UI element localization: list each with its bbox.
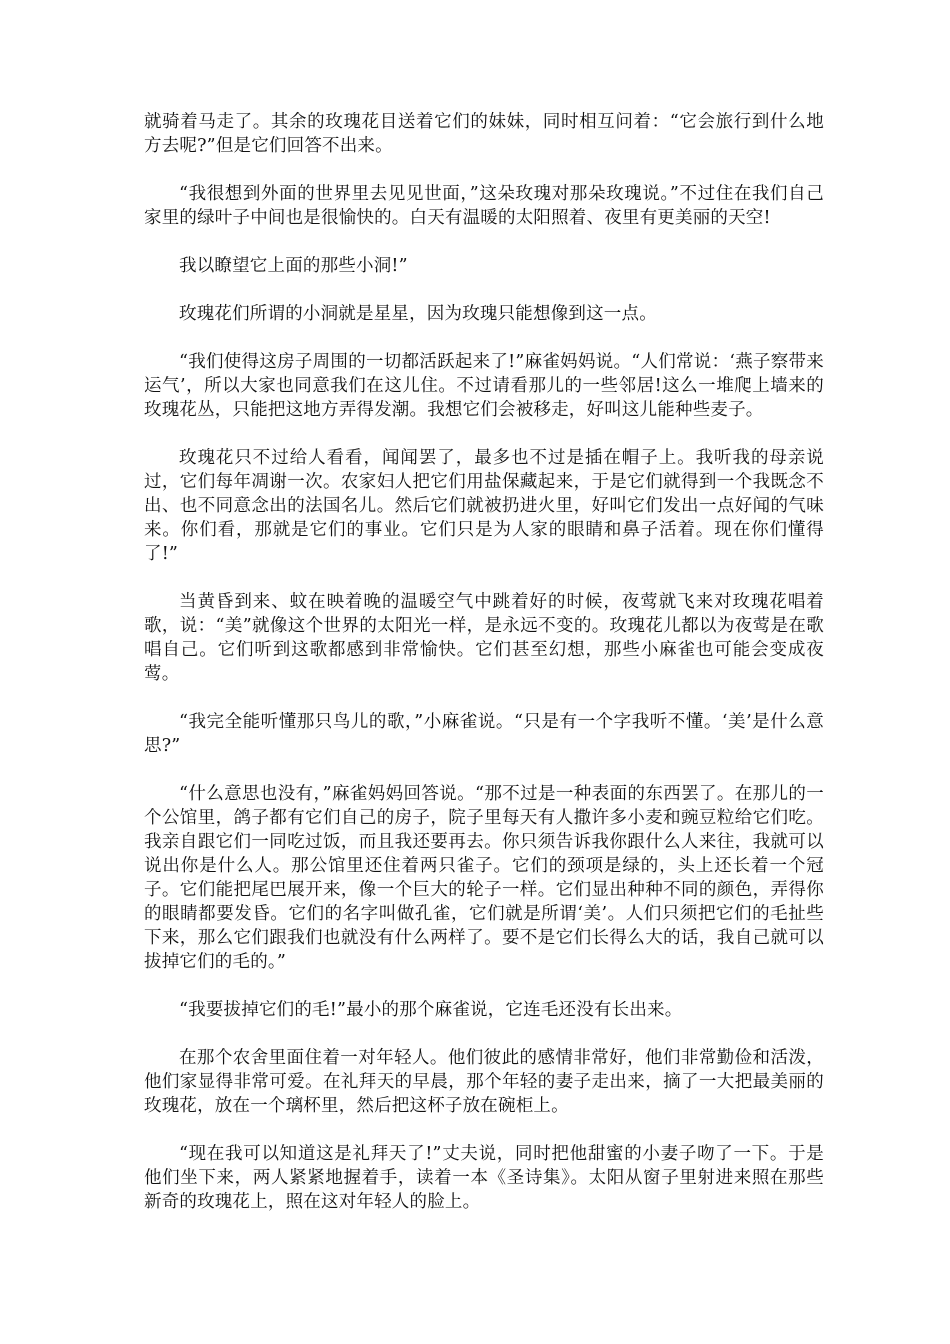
paragraph-10: “我要拔掉它们的毛!”最小的那个麻雀说，它连毛还没有长出来。 bbox=[179, 1000, 683, 1020]
paragraph-2: “我很想到外面的世界里去见见世面，”这朵玫瑰对那朵玫瑰说。”不过住在我们自己家里的绿叶子中间也是很愉快的。白天有温暖的太阳照着、夜里有更美丽的天空! bbox=[144, 184, 824, 228]
paragraph-12: “现在我可以知道这是礼拜天了!”丈夫说，同时把他甜蜜的小妻子吻了一下。于是他们坐下来，两人紧紧地握着手，读着一本《圣诗集》。太阳从窗子里射进来照在那些新奇的玫瑰花上，照在这对年轻人的脸上。 bbox=[144, 1144, 824, 1212]
paragraph-3: 我以瞭望它上面的那些小洞!” bbox=[179, 256, 408, 276]
paragraph-11: 在那个农舍里面住着一对年轻人。他们彼此的感情非常好，他们非常勤俭和活泼，他们家显得非常可爱。在礼拜天的早晨，那个年轻的妻子走出来，摘了一大把最美丽的玫瑰花，放在一个璃杯里，然后把这杯子放在碗柜上。 bbox=[144, 1048, 824, 1116]
paragraph-6: 玫瑰花只不过给人看看，闻闻罢了，最多也不过是插在帽子上。我听我的母亲说过，它们每年凋谢一次。农家妇人把它们用盐保藏起来，于是它们就得到一个我既念不出、也不同意念出的法国名儿。然后它们就被扔进火里，好叫它们发出一点好闻的气味来。你们看，那就是它们的事业。它们只是为人家的眼睛和鼻子活着。现在你们懂得了!” bbox=[144, 448, 824, 564]
paragraph-4: 玫瑰花们所谓的小洞就是星星，因为玫瑰只能想像到这一点。 bbox=[179, 304, 657, 324]
paragraph-8: “我完全能听懂那只鸟儿的歌，”小麻雀说。“只是有一个字我听不懂。‘美’是什么意思?” bbox=[144, 712, 824, 756]
paragraph-5: “我们使得这房子周围的一切都活跃起来了!”麻雀妈妈说。“人们常说：‘燕子察带来运气’，所以大家也同意我们在这儿住。不过请看那儿的一些邻居!这么一堆爬上墙来的玫瑰花丛，只能把这地方弄得发潮。我想它们会被移走，好叫这儿能种些麦子。 bbox=[144, 352, 824, 420]
paragraph-1: 就骑着马走了。其余的玫瑰花目送着它们的妹妹，同时相互问着：“它会旅行到什么地方去呢?”但是它们回答不出来。 bbox=[144, 112, 824, 156]
body-text bbox=[144, 110, 824, 1238]
paragraph-7: 当黄昏到来、蚊在映着晚的温暖空气中跳着好的时候，夜莺就飞来对玫瑰花唱着歌，说：“美”就像这个世界的太阳光一样，是永远不变的。玫瑰花儿都以为夜莺是在歌唱自己。它们听到这歌都感到非常愉快。它们甚至幻想，那些小麻雀也可能会变成夜莺。 bbox=[144, 592, 824, 684]
paragraph-9: “什么意思也没有，”麻雀妈妈回答说。“那不过是一种表面的东西罢了。在那儿的一个公馆里，鸽子都有它们自己的房子，院子里每天有人撒许多小麦和豌豆粒给它们吃。我亲自跟它们一同吃过饭，而且我还要再去。你只须告诉我你跟什么人来往，我就可以说出你是什么人。那公馆里还住着两只雀子。它们的颈项是绿的，头上还长着一个冠子。它们能把尾巴展开来，像一个巨大的轮子一样。它们显出种种不同的颜色，弄得你的眼睛都要发昏。它们的名字叫做孔雀，它们就是所谓‘美’。人们只须把它们的毛扯些下来，那么它们跟我们也就没有什么两样了。要不是它们长得么大的话，我自己就可以拔掉它们的毛的。” bbox=[144, 784, 824, 972]
